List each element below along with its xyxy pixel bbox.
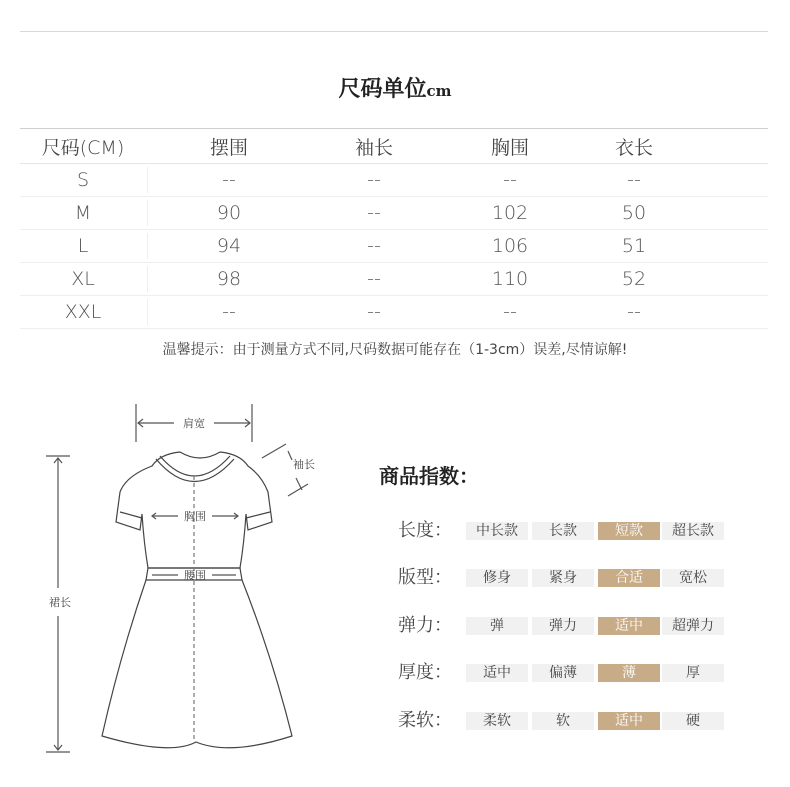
title-main: 尺码单位: [338, 76, 427, 102]
index-label: 长度：: [398, 520, 452, 541]
label-skirt-length: 裙长: [49, 596, 71, 609]
index-option: 软: [532, 712, 594, 730]
row-length: 51: [621, 235, 647, 257]
table-row: [20, 164, 768, 197]
row-chest: 110: [491, 268, 529, 290]
index-label: 弹力：: [398, 615, 452, 636]
row-size: S: [76, 169, 90, 191]
index-option: 紧身: [532, 569, 594, 587]
size-table: [20, 128, 768, 329]
title-unit: cm: [426, 82, 452, 100]
row-size: XL: [71, 268, 95, 290]
table-row: [20, 197, 768, 230]
row-hem: --: [222, 301, 236, 323]
label-waist: 腰围: [184, 569, 206, 582]
index-label: 柔软：: [398, 710, 452, 731]
row-hem: 94: [216, 235, 242, 257]
row-size: M: [74, 202, 92, 224]
index-option: 偏薄: [532, 664, 594, 682]
row-chest: 106: [491, 235, 529, 257]
index-option-selected: 合适: [598, 569, 660, 587]
label-sleeve: 袖长: [293, 458, 315, 471]
row-size: L: [77, 235, 89, 257]
table-row: [20, 296, 768, 329]
table-row: [20, 230, 768, 263]
index-option: 超弹力: [662, 617, 724, 635]
measurement-note: 温馨提示：由于测量方式不同,尺码数据可能存在（1-3cm）误差,尽情谅解!: [162, 342, 628, 358]
row-sleeve: --: [367, 301, 381, 323]
row-length: 52: [621, 268, 647, 290]
row-length: --: [627, 301, 641, 323]
header-sleeve: 袖长: [354, 136, 393, 159]
index-option: 弹力: [532, 617, 594, 635]
table-row: [20, 263, 768, 296]
page-title: [0, 72, 790, 103]
row-hem: 98: [216, 268, 242, 290]
top-divider: [20, 31, 768, 32]
index-option-selected: 适中: [598, 712, 660, 730]
index-option: 厚: [662, 664, 724, 682]
index-option-selected: 适中: [598, 617, 660, 635]
row-hem: 90: [216, 202, 242, 224]
row-hem: --: [222, 169, 236, 191]
row-chest: 102: [491, 202, 529, 224]
size-table-header: [20, 128, 768, 164]
row-sleeve: --: [367, 169, 381, 191]
index-option: 超长款: [662, 522, 724, 540]
header-chest: 胸围: [490, 136, 529, 159]
index-option: 柔软: [466, 712, 528, 730]
row-sleeve: --: [367, 268, 381, 290]
row-size: XXL: [64, 301, 102, 323]
label-shoulder: 肩宽: [183, 417, 205, 430]
row-chest: --: [503, 301, 517, 323]
header-size: 尺码(CM): [41, 136, 125, 159]
index-option: 硬: [662, 712, 724, 730]
row-sleeve: --: [367, 202, 381, 224]
index-option: 适中: [466, 664, 528, 682]
header-hem: 摆围: [209, 136, 248, 159]
dress-diagram: [40, 396, 340, 766]
index-label: 版型：: [398, 567, 452, 588]
row-length: 50: [621, 202, 647, 224]
index-option: 宽松: [662, 569, 724, 587]
row-length: --: [627, 169, 641, 191]
index-option-selected: 短款: [598, 522, 660, 540]
row-chest: --: [503, 169, 517, 191]
index-option-selected: 薄: [598, 664, 660, 682]
index-label: 厚度：: [398, 662, 452, 683]
index-option: 长款: [532, 522, 594, 540]
index-option: 修身: [466, 569, 528, 587]
index-option: 弹: [466, 617, 528, 635]
row-sleeve: --: [367, 235, 381, 257]
label-chest: 胸围: [184, 510, 206, 523]
product-index-title: 商品指数：: [379, 464, 479, 488]
header-length: 衣长: [614, 136, 653, 159]
index-option: 中长款: [466, 522, 528, 540]
